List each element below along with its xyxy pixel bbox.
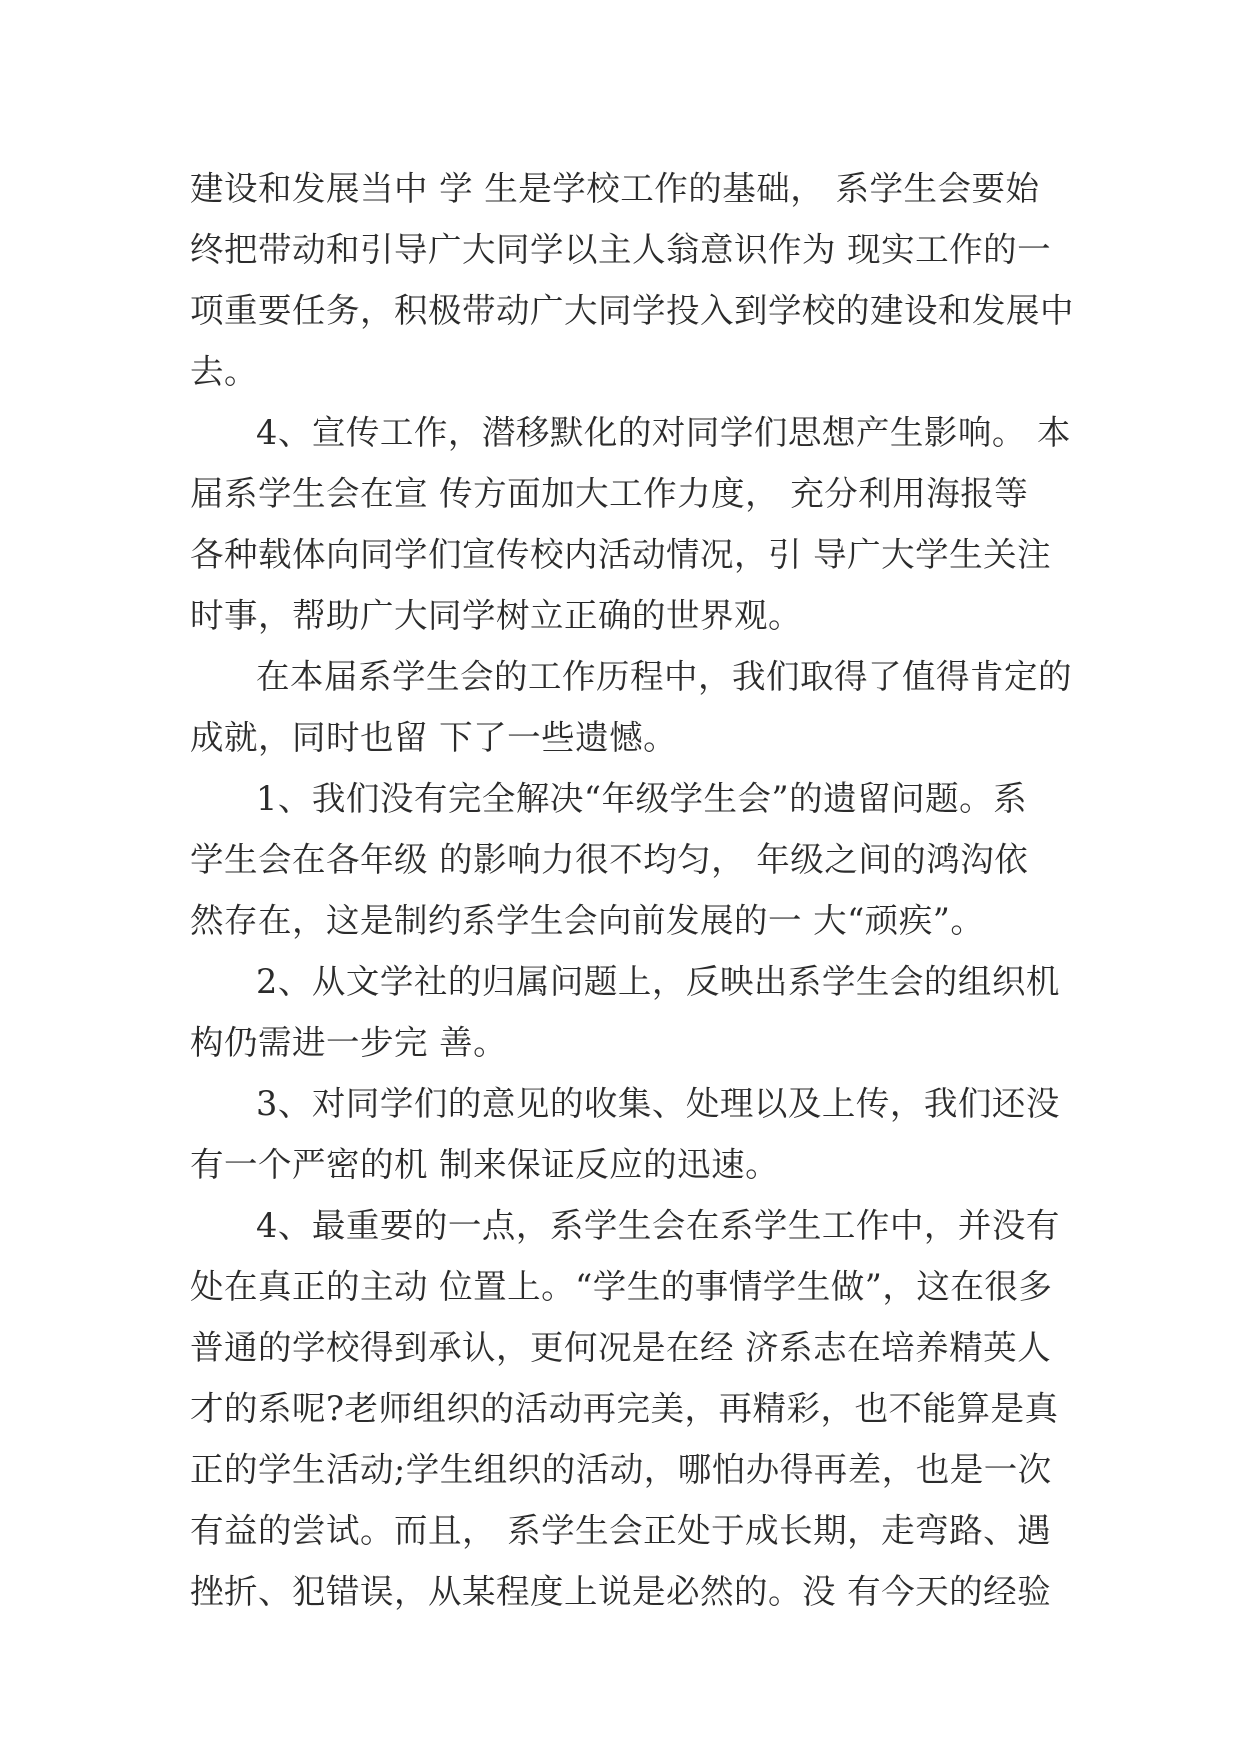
document-body bbox=[190, 158, 1074, 1622]
text-line: 普通的学校得到承认，更何况是在经 济系志在培养精英人 bbox=[190, 1328, 1052, 1367]
paragraph-start-line: 在本届系学生会的工作历程中，我们取得了值得肯定的 bbox=[256, 657, 1072, 696]
text-line: 建设和发展当中 学 生是学校工作的基础， 系学生会要始 bbox=[190, 169, 1040, 208]
text-line: 成就，同时也留 下了一些遗憾。 bbox=[190, 718, 678, 757]
text-line: 终把带动和引导广大同学以主人翁意识作为 现实工作的一 bbox=[190, 230, 1052, 269]
text-line: 才的系呢?老师组织的活动再完美，再精彩，也不能算是真 bbox=[190, 1389, 1059, 1428]
text-line: 有一个严密的机 制来保证反应的迅速。 bbox=[190, 1145, 780, 1184]
text-line: 项重要任务，积极带动广大同学投入到学校的建设和发展中 bbox=[190, 291, 1074, 330]
paragraph-start-line: 3、对同学们的意见的收集、处理以及上传，我们还没 bbox=[256, 1084, 1060, 1123]
text-line: 处在真正的主动 位置上。“学生的事情学生做”，这在很多 bbox=[190, 1267, 1053, 1306]
text-line: 有益的尝试。而且， 系学生会正处于成长期，走弯路、遇 bbox=[190, 1511, 1052, 1550]
text-line: 正的学生活动;学生组织的活动，哪怕办得再差，也是一次 bbox=[190, 1450, 1052, 1489]
paragraph-start-line: 2、从文学社的归属问题上，反映出系学生会的组织机 bbox=[256, 962, 1060, 1001]
paragraph-start-line: 4、最重要的一点，系学生会在系学生工作中，并没有 bbox=[256, 1206, 1060, 1245]
text-line: 学生会在各年级 的影响力很不均匀， 年级之间的鸿沟依 bbox=[190, 840, 1029, 879]
text-line: 去。 bbox=[190, 352, 258, 391]
text-line: 构仍需进一步完 善。 bbox=[190, 1023, 508, 1062]
text-line: 挫折、犯错误，从某程度上说是必然的。没 有今天的经验 bbox=[190, 1572, 1052, 1611]
text-line: 各种载体向同学们宣传校内活动情况，引 导广大学生关注 bbox=[190, 535, 1052, 574]
paragraph-start-line: 1、我们没有完全解决“年级学生会”的遗留问题。系 bbox=[256, 779, 1028, 818]
text-line: 然存在，这是制约系学生会向前发展的一 大“顽疾”。 bbox=[190, 901, 985, 940]
text-line: 届系学生会在宣 传方面加大工作力度， 充分利用海报等 bbox=[190, 474, 1029, 513]
paragraph-start-line: 4、宣传工作，潜移默化的对同学们思想产生影响。 本 bbox=[256, 413, 1071, 452]
text-line: 时事，帮助广大同学树立正确的世界观。 bbox=[190, 596, 802, 635]
